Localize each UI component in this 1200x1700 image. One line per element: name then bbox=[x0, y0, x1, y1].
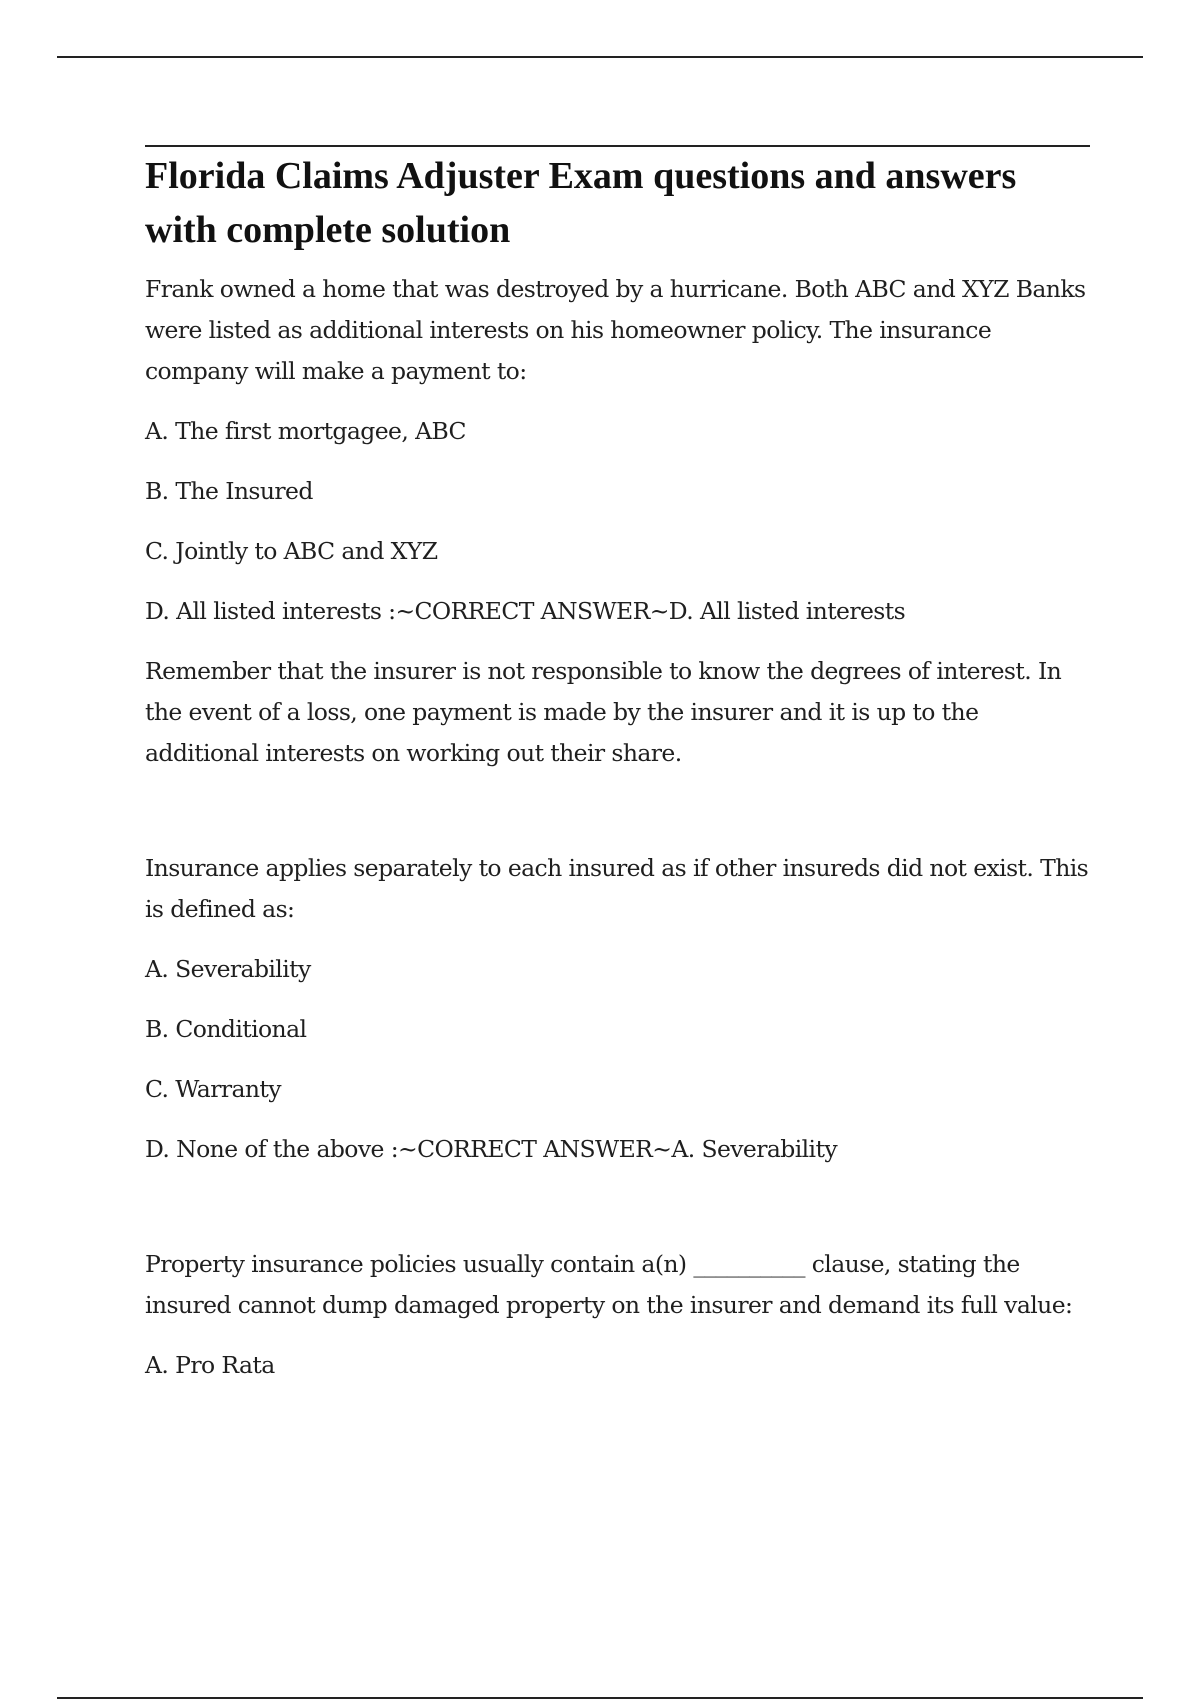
question-prompt: Insurance applies separately to each insured as if other insureds did not exist. This is defined as: bbox=[145, 854, 1089, 923]
question-prompt: Property insurance policies usually contain a(n) __________ clause, stating the insured cannot dump damaged property on the insurer and demand its full value: bbox=[145, 1250, 1073, 1319]
document-body bbox=[145, 145, 1090, 1405]
answer-option: C. Jointly to ABC and XYZ bbox=[145, 537, 438, 565]
question-spacer bbox=[145, 1189, 1090, 1244]
answer-option: A. Pro Rata bbox=[145, 1351, 275, 1379]
title-rule bbox=[145, 145, 1090, 147]
answer-option-correct: D. None of the above :~CORRECT ANSWER~A. Severability bbox=[145, 1135, 837, 1163]
question-block bbox=[145, 848, 1090, 1170]
question-prompt: Frank owned a home that was destroyed by a hurricane. Both ABC and XYZ Banks were listed as additional interests on his homeowner policy. The insurance company will make a payment to: bbox=[145, 275, 1086, 385]
question-block bbox=[145, 1244, 1090, 1386]
answer-option: A. Severability bbox=[145, 955, 311, 983]
answer-option-correct: D. All listed interests :~CORRECT ANSWER~D. All listed interests bbox=[145, 597, 906, 625]
question-block bbox=[145, 269, 1090, 774]
answer-option: A. The first mortgagee, ABC bbox=[145, 417, 466, 445]
answer-option: B. The Insured bbox=[145, 477, 313, 505]
page-bottom-rule bbox=[57, 1697, 1143, 1699]
answer-option: C. Warranty bbox=[145, 1075, 281, 1103]
question-spacer bbox=[145, 793, 1090, 848]
document-title: Florida Claims Adjuster Exam questions and answers with complete solution bbox=[145, 155, 1017, 251]
answer-option: B. Conditional bbox=[145, 1015, 307, 1043]
page-top-rule bbox=[57, 56, 1143, 58]
answer-explanation: Remember that the insurer is not responsible to know the degrees of interest. In the event of a loss, one payment is made by the insurer and it is up to the additional interests on working out their share. bbox=[145, 657, 1062, 767]
